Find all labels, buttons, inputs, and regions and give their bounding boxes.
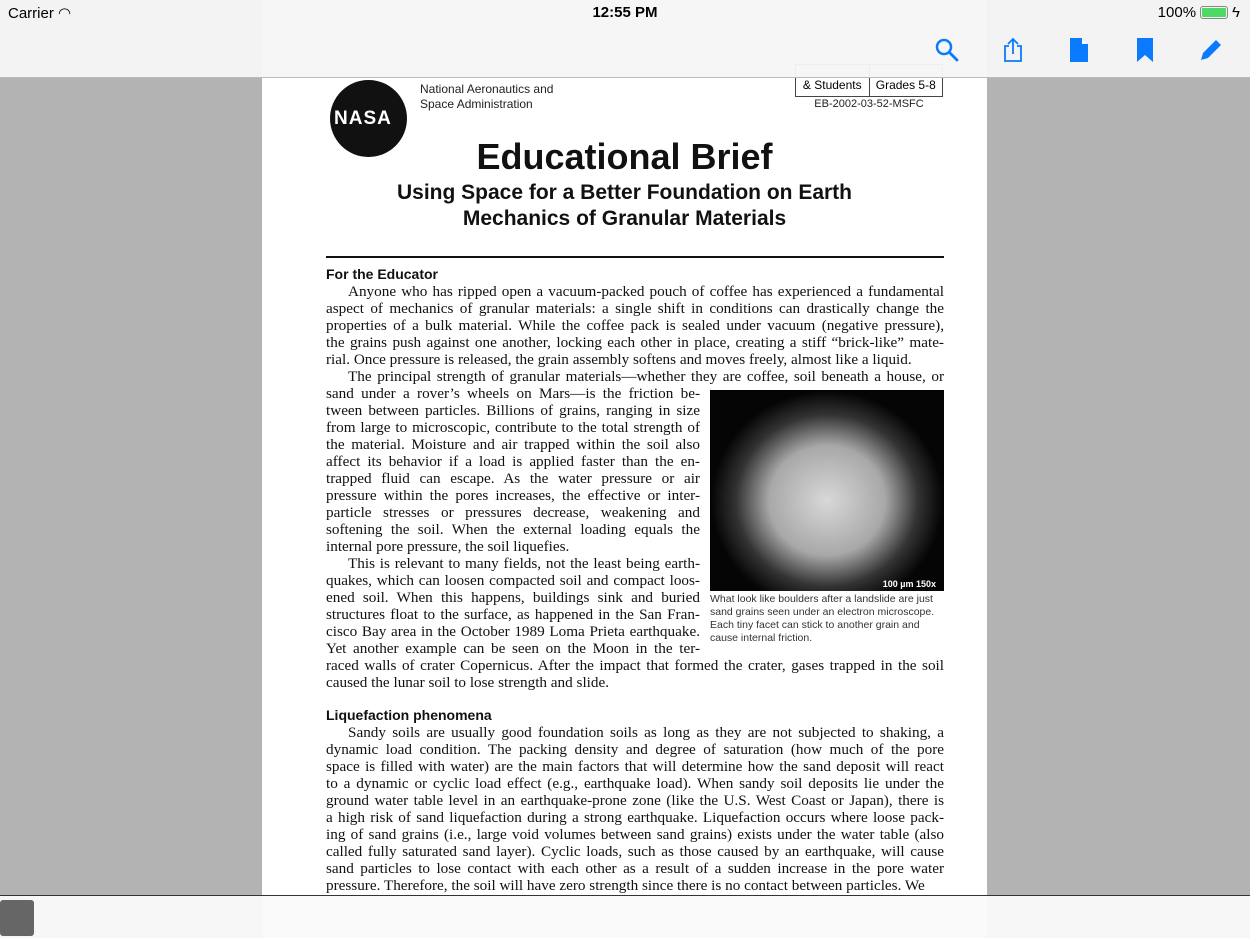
text-line: cisco Bay area in the October 1989 Loma Prieta earthquake. xyxy=(326,623,700,640)
text-line: a high risk of sand liquefaction during a strong earthquake. Liquefaction occurs where loose pack- xyxy=(326,809,944,826)
caption-line: Each tiny facet can stick to another grain and xyxy=(710,619,920,631)
text-line: The principal strength of granular materials—whether they are coffee, soil beneath a house, or xyxy=(348,368,944,385)
text-line: Anyone who has ripped open a vacuum-packed pouch of coffee has experienced a fundamental xyxy=(348,283,944,300)
share-icon[interactable] xyxy=(1000,37,1026,63)
paragraph xyxy=(326,283,944,368)
thumbnail-bar xyxy=(0,895,1250,938)
caption-line: cause internal friction. xyxy=(710,632,813,644)
battery-percent: 100% xyxy=(1157,4,1197,21)
battery-icon xyxy=(1200,6,1228,19)
figure xyxy=(710,390,944,645)
caption-line: sand grains seen under an electron microscope. xyxy=(710,606,935,618)
text-line: aspect of mechanics of granular materials: a single shift in conditions can drastically change the xyxy=(326,300,944,317)
agency-line: National Aeronautics and xyxy=(420,82,554,96)
pencil-icon[interactable] xyxy=(1198,37,1224,63)
text-line: Yet another example can be seen on the Moon in the ter- xyxy=(326,640,700,657)
section-heading: For the Educator xyxy=(326,266,439,282)
text-line: structures float to the surface, as happened in the San Fran- xyxy=(326,606,700,623)
text-line: pressure within the pores increases, the effective or inter- xyxy=(326,487,700,504)
text-line: sand particles to lose contact with each other as a result of a sudden increase in the pore water xyxy=(326,860,944,877)
text-line: called fully saturated sand layer). Cyclic loads, such as those caused by an earthquake, will cause xyxy=(326,843,944,860)
microscope-photo xyxy=(710,390,944,591)
text-line: properties of a bulk material. While the coffee pack is sealed under vacuum (negative pressure), xyxy=(326,317,944,334)
audience: & Students xyxy=(796,65,870,96)
search-icon[interactable] xyxy=(934,37,960,63)
text-line: the material. Moisture and air trapped within the soil also xyxy=(326,436,700,453)
page-title: Educational Brief xyxy=(476,136,773,177)
text-line: Sandy soils are usually good foundation soils as long as they are not subjected to shaking, a xyxy=(348,724,944,741)
text-line: to a dynamic or cyclic load effect (e.g., earthquake load). When sandy soil deposits lie under the xyxy=(326,775,944,792)
agency-line: Space Administration xyxy=(420,97,533,111)
text-line: internal pore pressure, the soil liquefies. xyxy=(326,538,570,555)
agency-name xyxy=(420,82,553,112)
paragraph xyxy=(326,724,944,894)
text-line: ing of sand grains (i.e., large void volumes between sand grains) exists under the water table (also xyxy=(326,826,944,843)
text-line: trapped fluid can escape. As the water pressure or air xyxy=(326,470,700,487)
wifi-icon: ◠ xyxy=(58,5,72,22)
document-icon[interactable] xyxy=(1066,37,1092,63)
grades: Grades 5-8 xyxy=(875,78,936,92)
text-line: tween between particles. Billions of grains, ranging in size xyxy=(326,402,700,419)
text-line: softening the soil. When the external loading equals the xyxy=(326,521,700,538)
text-line: quakes, which can loosen compacted soil and compact loos- xyxy=(326,572,700,589)
carrier-label: Carrier xyxy=(8,5,54,22)
logo-text: NASA xyxy=(334,108,392,129)
text-line: caused the lunar soil to lose strength and slide. xyxy=(326,674,610,691)
text-line: sand under a rover’s wheels on Mars—is the friction be- xyxy=(326,385,700,402)
bookmark-icon[interactable] xyxy=(1132,37,1158,63)
text-line: ened soil. When this happens, buildings sink and buried xyxy=(326,589,700,606)
text-line: particle stresses or pressures decrease, weakening and xyxy=(326,504,700,521)
subtitle: Using Space for a Better Foundation on Earth xyxy=(396,181,853,204)
text-line: space is filled with water) are the main factors that will determine how the sand deposit will react xyxy=(326,758,944,775)
document-code: EB-2002-03-52-MSFC xyxy=(814,98,924,110)
divider xyxy=(326,256,944,258)
text-line: the grains push against one another, locking each other in place, creating a stiff “brick-like” mate- xyxy=(326,334,944,351)
toolbar xyxy=(0,0,1250,78)
text-line: ground water table level in an earthquake-prone zone (like the U.S. West Coast or Japan), there is xyxy=(326,792,944,809)
status-time: 12:55 PM xyxy=(592,4,658,21)
text-line: This is relevant to many fields, not the least being earth- xyxy=(348,555,700,572)
caption-line: What look like boulders after a landslide are just xyxy=(710,593,933,605)
text-line: affect its behavior if a load is applied faster than the en- xyxy=(326,453,700,470)
charging-icon: ϟ xyxy=(1232,4,1240,21)
text-line: rial. Once pressure is released, the grain assembly softens and moves freely, almost like a liquid. xyxy=(326,351,912,368)
text-line: raced walls of crater Copernicus. After the impact that formed the crater, gases trapped in the soil xyxy=(326,657,944,674)
text-line: from large to microscopic, contribute to the total strength of xyxy=(326,419,700,436)
figure-caption xyxy=(710,593,944,645)
subtitle: Mechanics of Granular Materials xyxy=(462,207,787,230)
text-line: pressure. Therefore, the soil will have zero strength since there is no contact between particles. We xyxy=(326,877,925,894)
document-body xyxy=(326,266,944,894)
text-line: dynamic load condition. The packing density and degree of saturation (how much of the pore xyxy=(326,741,944,758)
scale-label: 100 µm 150x xyxy=(882,579,936,589)
page-thumbnail[interactable] xyxy=(0,900,34,936)
section-heading: Liquefaction phenomena xyxy=(326,707,492,723)
battery-status xyxy=(1158,4,1240,21)
